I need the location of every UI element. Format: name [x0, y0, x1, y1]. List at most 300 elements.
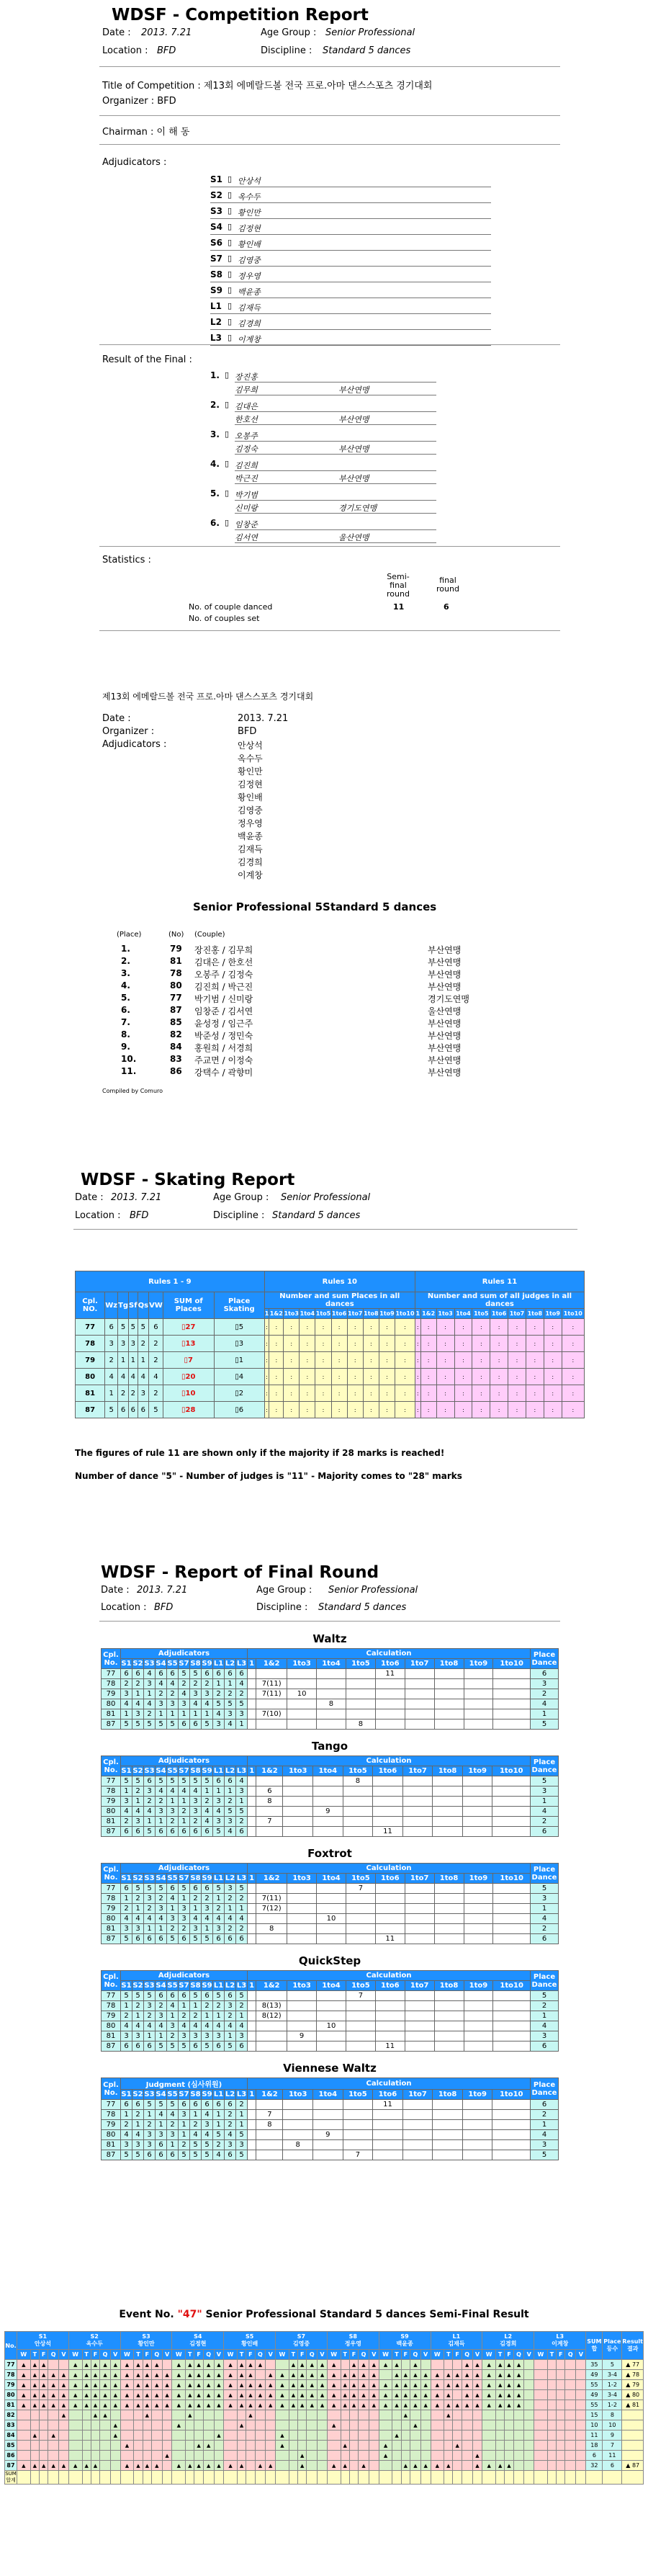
- sf-mark-cell: ▲: [276, 2370, 289, 2380]
- judge-mark: 1: [236, 1797, 248, 1807]
- calc-cell: [405, 2021, 434, 2031]
- sf-mark-cell: ▲: [186, 2400, 194, 2410]
- skating-dance-place: 2: [149, 1385, 163, 1402]
- sf-result: ▲ 87: [622, 2461, 644, 2471]
- sf-mark-cell: [359, 2430, 369, 2441]
- calc-cell: [434, 1934, 464, 1944]
- judge-mark: 6: [202, 1669, 213, 1679]
- calc-col-header: 1to10: [493, 1874, 531, 1884]
- skating-dance-place: 6: [105, 1319, 118, 1336]
- calc-cell: [405, 1679, 434, 1689]
- sf-mark-cell: [100, 2451, 111, 2461]
- sf-footer-cell: [276, 2471, 289, 2485]
- calc-cell: [317, 1894, 346, 1904]
- sf-footer-cell: [143, 2471, 151, 2485]
- sf-mark-cell: ▲: [214, 2461, 224, 2471]
- judge-mark: 4: [236, 1776, 248, 1786]
- sf-mark-cell: ▲: [496, 2390, 505, 2400]
- sf-mark-cell: ▲: [203, 2400, 214, 2410]
- skating-dance-place: 6: [129, 1402, 138, 1418]
- sf-mark-cell: ▲: [82, 2461, 91, 2471]
- judge-mark: 1: [213, 1786, 225, 1797]
- sf-mark-cell: ▲: [472, 2390, 482, 2400]
- rule-10-cell: :: [363, 1402, 379, 1418]
- judge-mark: 3: [190, 1797, 202, 1807]
- judge-mark: 5: [213, 1991, 225, 2001]
- calc-cell: [434, 1904, 464, 1914]
- sf-mark-cell: [576, 2360, 586, 2370]
- calc-cell: 11: [375, 2041, 405, 2052]
- calc-cell: [346, 2011, 375, 2021]
- rule-10-cell: :: [284, 1319, 300, 1336]
- dance-cpl: 81: [102, 1924, 121, 1934]
- judge-mark: 1: [190, 2110, 202, 2120]
- judge-mark: 1: [202, 1924, 213, 1934]
- calc-cell: [346, 1934, 375, 1944]
- sf-mark-cell: [186, 2430, 194, 2441]
- judge-mark: 5: [132, 1991, 144, 2001]
- sf-mark-cell: ▲: [134, 2461, 143, 2471]
- sf-footer-cell: [91, 2471, 99, 2485]
- sk-location-label: Location :: [75, 1210, 121, 1221]
- adjudicator-name: 옥수두: [238, 192, 261, 202]
- sf-mark-cell: [462, 2420, 472, 2430]
- summary-row: [117, 1029, 549, 1042]
- calc-cell: [373, 2150, 403, 2160]
- rule-11-cell: :: [472, 1352, 490, 1369]
- sf-sum: 49: [586, 2370, 603, 2380]
- sf-mark-cell: ▲: [30, 2430, 39, 2441]
- result-partner-1: 김대은: [235, 402, 258, 411]
- sf-mark-cell: [143, 2420, 151, 2430]
- skating-dance-place: 1: [138, 1352, 148, 1369]
- summary-couple: 오봉주 / 김정숙: [194, 970, 253, 980]
- sf-mark-cell: [59, 2451, 69, 2461]
- calc-col-header: 1to4: [317, 1659, 346, 1669]
- sf-mark-cell: [318, 2430, 328, 2441]
- calc-col-header: 1: [248, 1659, 256, 1669]
- sf-mark-cell: [359, 2441, 369, 2451]
- judge-mark: 2: [236, 1817, 248, 1827]
- calc-cell: [433, 1817, 463, 1827]
- sf-judge-header: [224, 2332, 276, 2350]
- sf-mark-cell: ▲: [237, 2420, 246, 2430]
- skating-row: [76, 1319, 585, 1336]
- sf-mark-cell: ▲: [39, 2380, 48, 2390]
- sf-mark-cell: ▲: [17, 2461, 31, 2471]
- fr-discipline-label: Discipline :: [256, 1602, 308, 1613]
- calc-cell: [313, 2110, 343, 2120]
- sf-mark-cell: ▲: [194, 2370, 203, 2380]
- judge-mark: 4: [144, 1669, 156, 1679]
- sf-mark-cell: [110, 2410, 120, 2420]
- sf-mark-cell: ▲: [327, 2370, 341, 2380]
- sf-judge-header: [327, 2332, 379, 2350]
- calc-cell: [256, 2041, 287, 2052]
- rule-11-cell: :: [526, 1369, 544, 1385]
- judge-mark: 4: [202, 1699, 213, 1709]
- sf-mark-cell: [524, 2390, 534, 2400]
- sf-mark-cell: [401, 2451, 410, 2461]
- dance-row: [102, 2120, 559, 2130]
- sf-mark-cell: ▲: [246, 2380, 255, 2390]
- sf-mark-cell: ▲: [194, 2441, 203, 2451]
- sf-mark-cell: [369, 2441, 379, 2451]
- dance-cpl: 80: [102, 1807, 121, 1817]
- rule-11-cell: :: [420, 1336, 436, 1352]
- rule-10-cell: :: [395, 1385, 415, 1402]
- sf-mark-cell: ▲: [39, 2370, 48, 2380]
- dance-header: Qs: [138, 1292, 148, 1319]
- place-col-header: 1to7: [508, 1309, 526, 1319]
- sf-mark-cell: ▲: [120, 2370, 134, 2380]
- calc-cell: [434, 1719, 464, 1730]
- judge-mark: 6: [144, 2041, 156, 2052]
- calc-col-header: 1to6: [373, 1766, 403, 1776]
- dance-name: QuickStep: [298, 1954, 361, 1967]
- calc-cell: [493, 2001, 531, 2011]
- sf-mark-cell: [505, 2410, 513, 2420]
- sf-mark-cell: ▲: [401, 2380, 410, 2390]
- judge-mark: 4: [202, 2130, 213, 2140]
- judge-mark: 6: [167, 1669, 179, 1679]
- dance-place: 5: [531, 1991, 559, 2001]
- sf-mark-cell: ▲: [444, 2370, 453, 2380]
- skating-dance-place: 6: [149, 1319, 163, 1336]
- sf-mark-cell: [327, 2410, 341, 2420]
- calc-cell: [493, 2021, 531, 2031]
- sf-footer-cell: [214, 2471, 224, 2485]
- calc-cell: [256, 1807, 283, 1817]
- rule-10-cell: :: [264, 1352, 269, 1369]
- calc-col-header: 1to7: [402, 2090, 433, 2100]
- skating-dance-place: 2: [105, 1352, 118, 1369]
- sf-mark-cell: [547, 2461, 556, 2471]
- sf-mark-cell: [48, 2441, 59, 2451]
- sf-mark-cell: [266, 2430, 276, 2441]
- calc-cell: [373, 1786, 403, 1797]
- judge-mark: 2: [167, 1689, 179, 1699]
- compiled-by: Compiled by Comuro: [102, 1088, 163, 1094]
- calc-cell: [405, 1669, 434, 1679]
- sf-mark-cell: [203, 2410, 214, 2420]
- sf-mark-cell: ▲: [203, 2461, 214, 2471]
- skating-dance-place: 6: [138, 1402, 148, 1418]
- summary-club: 부산연맹: [428, 957, 462, 967]
- rule-10-cell: :: [315, 1369, 331, 1385]
- judge-mark: 1: [132, 2120, 144, 2130]
- dance-name: Waltz: [312, 1632, 347, 1645]
- dance-place: 5: [531, 2150, 559, 2160]
- sf-mark-cell: ▲: [255, 2400, 266, 2410]
- sf-mark-cell: [134, 2441, 143, 2451]
- calc-cell: [256, 2031, 287, 2041]
- summary-adjudicator: 김경희: [238, 857, 263, 867]
- place-col-header: 1to10: [395, 1309, 415, 1319]
- sf-result: ▲ 80: [622, 2390, 644, 2400]
- calc-cell: [375, 1884, 405, 1894]
- calc-cell: [373, 1807, 403, 1817]
- sf-mark-cell: [224, 2420, 238, 2430]
- adjudicator-name: 백윤종: [238, 287, 261, 297]
- judge-mark: 1: [190, 2001, 202, 2011]
- rule-10-cell: :: [395, 1319, 415, 1336]
- sf-mark-cell: [410, 2451, 420, 2461]
- judge-mark: 4: [144, 1699, 156, 1709]
- calc-cell: [433, 2150, 463, 2160]
- calc-cell: [283, 1786, 313, 1797]
- judge-mark: 6: [213, 1776, 225, 1786]
- sf-place: 6: [603, 2461, 622, 2471]
- calc-cell: 7(12): [256, 1904, 287, 1914]
- sf-mark-cell: ▲: [482, 2390, 496, 2400]
- judge-mark: 3: [167, 1807, 179, 1817]
- calc-cell: 9: [287, 2031, 317, 2041]
- sf-mark-cell: [341, 2430, 349, 2441]
- result-line: [235, 483, 436, 484]
- sf-dance-letter: T: [341, 2350, 349, 2360]
- calc-col-header: 1to3: [287, 1659, 317, 1669]
- skating-place: ▯1: [214, 1352, 264, 1369]
- judge-mark: 5: [144, 1827, 156, 1837]
- sf-mark-cell: ▲: [392, 2380, 401, 2390]
- judge-mark: 4: [132, 1914, 144, 1924]
- calc-col-header: 1: [248, 1981, 256, 1991]
- sf-mark-cell: [534, 2410, 548, 2420]
- semi-final-title: Event No. "47" Senior Professional Standard 5 dances Semi-Final Result: [119, 2309, 529, 2320]
- calc-cell: [317, 1719, 346, 1730]
- dance-table: [101, 2078, 559, 2160]
- rule-11-cell: :: [454, 1319, 472, 1336]
- judge-mark: 2: [202, 1797, 213, 1807]
- sf-mark-cell: ▲: [341, 2370, 349, 2380]
- sf-mark-cell: ▲: [203, 2360, 214, 2370]
- calc-cell: [248, 1679, 256, 1689]
- result-line: [235, 542, 436, 543]
- result-club: 부산연맹: [338, 415, 369, 424]
- rule-11-cell: :: [526, 1336, 544, 1352]
- calc-cell: [402, 1786, 433, 1797]
- sf-footer-cell: [110, 2471, 120, 2485]
- sf-mark-cell: ▲: [110, 2390, 120, 2400]
- judge-mark: 5: [236, 2150, 248, 2160]
- adjudicators-header: Judgment (심사위원): [121, 2078, 248, 2090]
- rule-11-cell: :: [490, 1402, 508, 1418]
- sf-mark-cell: ▲: [214, 2380, 224, 2390]
- dance-place: 3: [531, 2140, 559, 2150]
- col-place-header: (Place): [117, 931, 142, 939]
- calc-col-header: 1to10: [493, 1981, 531, 1991]
- age-group-value: Senior Professional: [325, 27, 415, 38]
- judge-mark: 2: [202, 1679, 213, 1689]
- sf-footer-cell: [39, 2471, 48, 2485]
- sf-mark-cell: ▲: [186, 2410, 194, 2420]
- dance-cpl: 78: [102, 1894, 121, 1904]
- sf-mark-cell: ▲: [431, 2370, 444, 2380]
- rule-11-cell: :: [436, 1402, 454, 1418]
- judge-mark: 2: [213, 1689, 225, 1699]
- sf-footer-cell: [151, 2471, 162, 2485]
- sf-mark-cell: ▲: [120, 2390, 134, 2400]
- rule-10-cell: :: [264, 1402, 269, 1418]
- sf-footer-cell: [30, 2471, 39, 2485]
- sf-mark-cell: ▲: [401, 2410, 410, 2420]
- sf-mark-cell: ▲: [369, 2400, 379, 2410]
- sf-mark-cell: [162, 2430, 172, 2441]
- sf-mark-cell: [327, 2451, 341, 2461]
- sf-mark-cell: ▲: [82, 2370, 91, 2380]
- sf-mark-cell: ▲: [30, 2400, 39, 2410]
- judge-mark: 4: [132, 1699, 144, 1709]
- sf-footer-cell: [289, 2471, 297, 2485]
- sf-mark-cell: [341, 2451, 349, 2461]
- judge-mark: 5: [144, 2100, 156, 2110]
- judge-header: S9: [202, 1982, 212, 1990]
- judge-header: S1: [121, 2090, 132, 2098]
- calc-cell: [462, 1827, 492, 1837]
- place-col-header: 1to7: [347, 1309, 363, 1319]
- calc-cell: [493, 1884, 531, 1894]
- skating-row: [76, 1336, 585, 1352]
- judge-header: S1: [121, 1660, 132, 1668]
- sf-mark-cell: [162, 2461, 172, 2471]
- sf-footer-cell: [194, 2471, 203, 2485]
- sf-judge-header: [17, 2332, 69, 2350]
- rule-10-cell: :: [269, 1336, 284, 1352]
- judge-mark: 5: [132, 1776, 144, 1786]
- result-place: 5.: [210, 488, 220, 498]
- sf-mark-cell: [369, 2420, 379, 2430]
- dance-name: Foxtrot: [307, 1847, 352, 1860]
- sf-footer-cell: [100, 2471, 111, 2485]
- dance-row: [102, 1991, 559, 2001]
- sf-mark-cell: [224, 2430, 238, 2441]
- judge-mark: 1: [121, 1894, 132, 1904]
- adjudicator-row: [210, 330, 491, 346]
- sf-dance-letter: F: [453, 2350, 462, 2360]
- judge-mark: 6: [132, 1669, 144, 1679]
- judge-mark: 2: [225, 1924, 236, 1934]
- sf-mark-cell: [401, 2420, 410, 2430]
- sf-mark-cell: [547, 2400, 556, 2410]
- sf-mark-cell: ▲: [307, 2360, 318, 2370]
- adjudicator-box-icon: ▯: [228, 301, 233, 310]
- sf-mark-cell: [289, 2451, 297, 2461]
- calc-cell: [256, 2021, 287, 2031]
- place-dance-header: Place Dance: [531, 1864, 559, 1884]
- calc-col-header: 1to5: [343, 2090, 373, 2100]
- calc-cell: [283, 1807, 313, 1817]
- judge-mark: 6: [236, 2041, 248, 2052]
- sf-mark-cell: ▲: [496, 2370, 505, 2380]
- judge-mark: 3: [132, 1709, 144, 1719]
- summary-adjudicators-list: [238, 739, 263, 882]
- judge-mark: 3: [121, 2031, 132, 2041]
- sf-mark-cell: [59, 2441, 69, 2451]
- sf-mark-cell: ▲: [379, 2360, 392, 2370]
- skating-dance-place: 5: [105, 1402, 118, 1418]
- calc-cell: 11: [375, 1669, 405, 1679]
- skating-sum: ▯20: [163, 1369, 214, 1385]
- calc-cell: [313, 1827, 343, 1837]
- judge-mark: 1: [132, 1904, 144, 1914]
- dance-place: 1: [531, 2120, 559, 2130]
- sf-mark-cell: ▲: [349, 2370, 358, 2380]
- rule-11-cell: :: [562, 1369, 584, 1385]
- sf-mark-cell: ▲: [59, 2370, 69, 2380]
- sf-judge-code: S2: [90, 2333, 99, 2340]
- sf-mark-cell: [327, 2441, 341, 2451]
- calc-cell: [462, 2150, 492, 2160]
- sf-mark-cell: ▲: [172, 2390, 186, 2400]
- sf-dance-letter: V: [266, 2350, 276, 2360]
- calc-cell: [433, 2100, 463, 2110]
- calc-cell: [248, 1689, 256, 1699]
- sf-mark-cell: [30, 2441, 39, 2451]
- rule-10-cell: :: [264, 1336, 269, 1352]
- rule-11-cell: :: [420, 1402, 436, 1418]
- dance-name: Viennese Waltz: [283, 2062, 377, 2075]
- judge-mark: 4: [144, 1914, 156, 1924]
- rule-11-cell: :: [490, 1369, 508, 1385]
- judge-mark: 1: [132, 2011, 144, 2021]
- judge-mark: 2: [167, 2031, 179, 2041]
- sf-row: [5, 2390, 644, 2400]
- sf-mark-cell: ▲: [59, 2400, 69, 2410]
- sf-dance-letter: F: [298, 2350, 307, 2360]
- sf-mark-cell: [524, 2461, 534, 2471]
- sf-dance-letter: T: [82, 2350, 91, 2360]
- dance-table: [101, 1648, 559, 1730]
- sf-mark-cell: ▲: [224, 2390, 238, 2400]
- calc-col-header: 1to3: [287, 1874, 317, 1884]
- judge-mark: 2: [156, 1797, 167, 1807]
- judge-mark: 5: [167, 1934, 179, 1944]
- judge-mark: 5: [225, 1807, 236, 1817]
- judge-mark: 3: [144, 2001, 156, 2011]
- judge-mark: 1: [121, 2001, 132, 2011]
- sf-mark-cell: ▲: [110, 2430, 120, 2441]
- sf-mark-cell: [246, 2461, 255, 2471]
- judge-header: L1: [213, 1874, 224, 1882]
- judge-mark: 2: [236, 2001, 248, 2011]
- sf-result: [622, 2451, 644, 2461]
- adjudicator-box-icon: ▯: [228, 317, 233, 326]
- calc-cell: [346, 1679, 375, 1689]
- fr-age: Senior Professional: [328, 1585, 418, 1596]
- sf-mark-cell: ▲: [482, 2400, 496, 2410]
- rules-11-sub-header: Number and sum of all judges in all dances: [415, 1292, 584, 1309]
- result-line: [235, 441, 436, 442]
- calc-cell: [346, 1914, 375, 1924]
- sf-mark-cell: [462, 2441, 472, 2451]
- dance-cpl: 78: [102, 2110, 121, 2120]
- sf-mark-cell: [420, 2360, 431, 2370]
- calculation-header: Calculation: [248, 2078, 531, 2090]
- sf-judge-name: 김재득: [448, 2340, 465, 2347]
- calc-cell: [464, 1669, 493, 1679]
- sf-footer-cell: [341, 2471, 349, 2485]
- adjudicators-header: Adjudicators: [121, 1649, 248, 1659]
- sf-mark-cell: [255, 2451, 266, 2461]
- summary-number: 80: [170, 980, 182, 990]
- sf-mark-cell: ▲: [172, 2461, 186, 2471]
- sf-mark-cell: ▲: [68, 2461, 82, 2471]
- sf-mark-cell: [120, 2430, 134, 2441]
- dance-row: [102, 1669, 559, 1679]
- sf-place: 5: [603, 2360, 622, 2370]
- judge-mark: 1: [179, 2120, 190, 2130]
